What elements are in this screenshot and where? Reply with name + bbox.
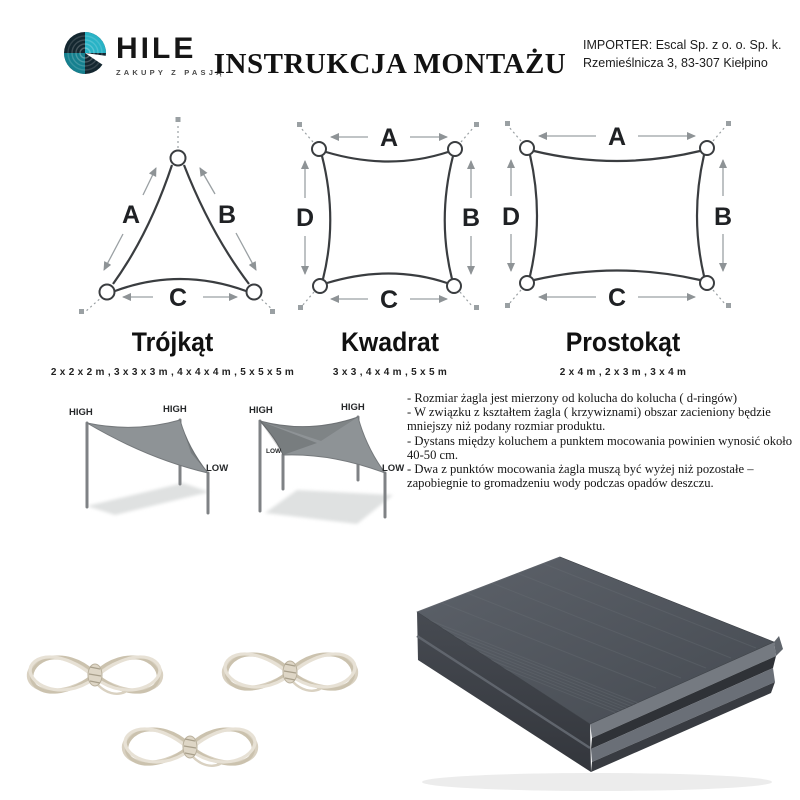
brand-tagline: ZAKUPY Z PASJĄ xyxy=(116,68,225,77)
brand-name: HILE xyxy=(116,32,197,65)
shape-column-square xyxy=(285,108,495,378)
dimension-label-b: B xyxy=(461,204,481,232)
rectangle-diagram xyxy=(496,108,751,323)
dimension-label-b: B xyxy=(217,201,237,229)
note-item: - Rozmiar żagla jest mierzony od kolucha do kolucha ( d-ringów) xyxy=(407,391,738,405)
brand-logo xyxy=(62,30,225,77)
importer-line1: IMPORTER: Escal Sp. z o. o. Sp. k. xyxy=(583,38,782,52)
dimension-label-a: A xyxy=(379,124,399,152)
triangle-sail-installation-illustration xyxy=(55,393,235,530)
dimension-label-d: D xyxy=(295,204,315,232)
dimension-label-d: D xyxy=(501,203,520,231)
shape-name-rectangle: Prostokąt xyxy=(565,327,681,357)
rope-bundle xyxy=(124,729,256,766)
low-label-small: LOW xyxy=(266,448,282,455)
fabric-ground-shadow xyxy=(422,773,772,791)
low-label: LOW xyxy=(382,463,405,474)
note-item: - W związku z kształtem żagla ( krzywiznami) obszar zacieniony będzie mniejszy niż podany rozmiar produktu. xyxy=(407,405,771,434)
square-guy-lines xyxy=(301,128,473,306)
importer-line2: Rzemieślnicza 3, 83-307 Kiełpino xyxy=(583,56,768,71)
triangle-diagram xyxy=(65,108,280,323)
high-label: HIGH xyxy=(69,407,93,418)
rectangle-d-rings xyxy=(520,141,714,290)
shape-sizes-rectangle: 2 x 4 m , 2 x 3 m , 3 x 4 m xyxy=(559,367,687,378)
dimension-label-c: C xyxy=(379,286,399,314)
rectangle-sail-edges xyxy=(530,151,704,280)
note-item: - Dwa z punktów mocowania żagla muszą być wyżej niż pozostałe – zapobiegnie to gromadzeniu wody podczas opadów deszczu. xyxy=(407,462,754,491)
rope-bundle xyxy=(224,654,356,691)
page-title: INSTRUKCJA MONTAŻU xyxy=(213,48,567,80)
shape-sizes-square: 3 x 3 , 4 x 4 m , 5 x 5 m xyxy=(332,367,448,378)
shape-sizes-triangle: 2 x 2 x 2 m , 3 x 3 x 3 m , 4 x 4 x 4 m , 5 x 5 x 5 m xyxy=(50,367,295,378)
note-item: - Dystans między koluchem a punktem mocowania powinien wynosić około 40-50 cm. xyxy=(407,433,793,462)
high-label: HIGH xyxy=(249,405,273,416)
shape-name-triangle: Trójkąt xyxy=(131,327,214,357)
dimension-label-c: C xyxy=(168,284,188,312)
shape-column-rectangle xyxy=(492,108,754,378)
brand-logo-icon xyxy=(62,30,108,76)
rope-bundles-photo xyxy=(15,630,375,795)
dimension-label-a: A xyxy=(607,123,626,151)
low-label: LOW xyxy=(206,463,229,474)
high-label: HIGH xyxy=(341,402,365,413)
assembly-notes xyxy=(407,391,800,491)
folded-shade-fabric-photo xyxy=(402,532,792,797)
shape-column-triangle xyxy=(45,108,300,378)
square-diagram xyxy=(290,108,490,323)
rope-bundle xyxy=(29,657,161,694)
dimension-label-b: B xyxy=(713,203,732,231)
triangle-dimension-arrows xyxy=(104,168,256,297)
high-label: HIGH xyxy=(163,404,187,415)
importer-info xyxy=(583,36,781,72)
shape-name-square: Kwadrat xyxy=(340,327,440,357)
dimension-label-c: C xyxy=(607,284,626,312)
square-sail-edges xyxy=(322,152,453,283)
sail-shadow xyxy=(87,483,209,515)
dimension-label-a: A xyxy=(121,201,141,229)
square-sail-installation-illustration xyxy=(235,393,420,533)
sail-shadow xyxy=(265,490,393,524)
square-d-rings xyxy=(312,142,462,293)
